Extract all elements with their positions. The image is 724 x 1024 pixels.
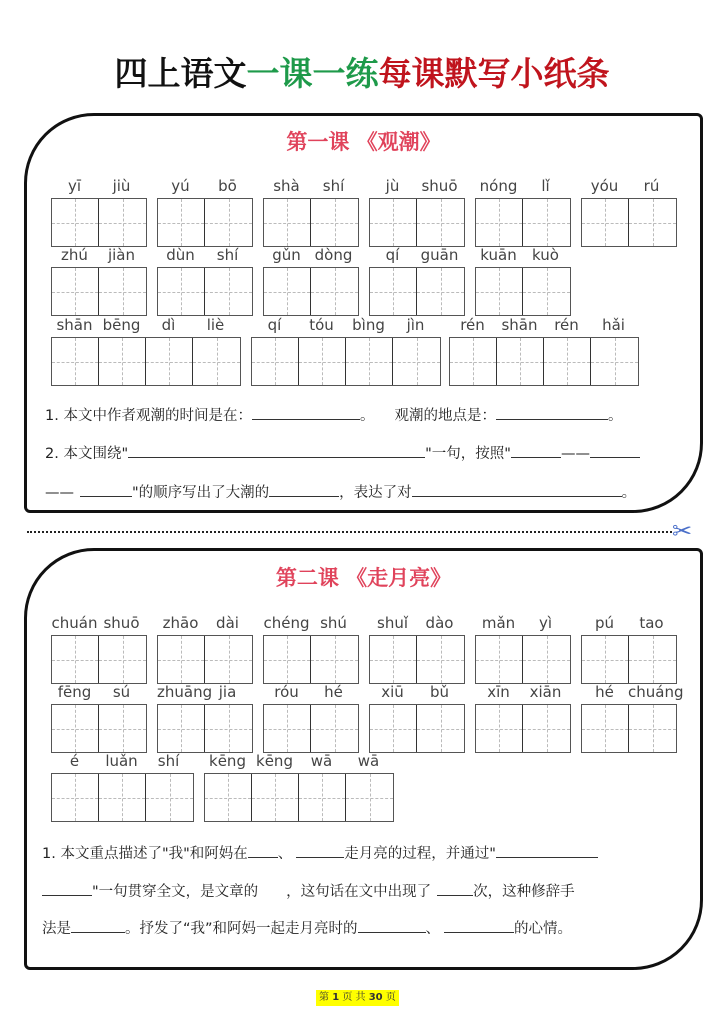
pinyin: yóu <box>590 177 619 195</box>
pinyin: shí <box>216 246 239 264</box>
pinyin: shān <box>56 316 93 334</box>
writing-grid[interactable] <box>51 704 147 753</box>
pinyin: zhú <box>61 246 88 264</box>
pinyin: dì <box>161 316 176 334</box>
pinyin: wā <box>357 752 380 770</box>
page-title <box>0 52 724 96</box>
pinyin: shí <box>157 752 180 770</box>
scissors-icon: ✂ <box>672 517 693 545</box>
writing-grid[interactable] <box>263 267 359 316</box>
writing-grid[interactable] <box>475 267 571 316</box>
writing-grid[interactable] <box>51 635 147 684</box>
writing-grid[interactable] <box>369 198 465 247</box>
pinyin: nóng <box>479 177 518 195</box>
pinyin: shuō <box>421 177 458 195</box>
writing-grid[interactable] <box>157 635 253 684</box>
pinyin: shuǐ <box>377 614 408 632</box>
pinyin: hǎi <box>602 316 625 334</box>
title-part-dictation: 每课默写小纸条 <box>378 54 610 93</box>
pinyin: kuò <box>532 246 559 264</box>
answer-blank[interactable] <box>128 444 425 458</box>
pinyin: chuán <box>51 614 98 632</box>
pinyin: rén <box>460 316 485 334</box>
pinyin: liè <box>206 316 225 334</box>
lesson-card-2 <box>24 548 703 970</box>
answer-blank[interactable] <box>269 483 339 497</box>
pinyin: chéng <box>263 614 310 632</box>
writing-grid[interactable] <box>475 704 571 753</box>
pinyin: hé <box>324 683 343 701</box>
question-2-line-2: —— "的顺序写出了大潮的 ，表达了对 。 <box>45 485 637 501</box>
answer-blank[interactable] <box>496 406 608 420</box>
pinyin: qí <box>385 246 400 264</box>
pinyin: luǎn <box>105 752 138 770</box>
writing-grid[interactable] <box>51 773 194 822</box>
pinyin: shān <box>501 316 538 334</box>
question-1-line-2: "一句贯穿全文，是文章的 ，这句话在文中出现了 次，这种修辞手 <box>42 882 575 902</box>
pinyin: yī <box>67 177 82 195</box>
pinyin: fēng <box>57 683 92 701</box>
pinyin: yì <box>538 614 553 632</box>
pinyin: pú <box>594 614 615 632</box>
pinyin: jiù <box>112 177 131 195</box>
pinyin: bēng <box>102 316 141 334</box>
pinyin: bō <box>218 177 237 195</box>
pinyin: jìn <box>406 316 425 334</box>
pinyin: zhuāng <box>157 683 213 701</box>
pinyin: rú <box>643 177 660 195</box>
pinyin: kuān <box>480 246 517 264</box>
question-1-line-3: 法是 。抒发了“我”和阿妈一起走月亮时的 、 的心情。 <box>42 921 573 937</box>
writing-grid[interactable] <box>449 337 639 386</box>
answer-blank[interactable] <box>42 882 92 896</box>
answer-blank[interactable] <box>444 919 514 933</box>
pinyin: róu <box>274 683 299 701</box>
answer-blank[interactable] <box>437 882 473 896</box>
total-pages: 30 <box>368 992 383 1003</box>
answer-blank[interactable] <box>511 444 561 458</box>
writing-grid[interactable] <box>475 198 571 247</box>
writing-grid[interactable] <box>369 267 465 316</box>
pinyin: shà <box>273 177 300 195</box>
answer-blank[interactable] <box>296 844 344 858</box>
answer-blank[interactable] <box>248 844 278 858</box>
writing-grid[interactable] <box>581 198 677 247</box>
pinyin: sú <box>112 683 131 701</box>
pinyin: tóu <box>309 316 334 334</box>
pinyin: gǔn <box>272 246 301 264</box>
answer-blank[interactable] <box>358 919 426 933</box>
pinyin: xīn <box>487 683 510 701</box>
pinyin: wā <box>310 752 333 770</box>
title-part-practice: 一课一练 <box>246 54 379 93</box>
pinyin: kēng <box>256 752 293 770</box>
pinyin: dào <box>425 614 454 632</box>
writing-grid[interactable] <box>369 635 465 684</box>
pinyin: kēng <box>209 752 246 770</box>
pinyin: tao <box>639 614 664 632</box>
pinyin: shú <box>320 614 347 632</box>
cut-line <box>27 531 672 533</box>
answer-blank[interactable] <box>71 919 125 933</box>
pinyin: shí <box>322 177 345 195</box>
pinyin: rén <box>554 316 579 334</box>
answer-blank[interactable] <box>412 483 622 497</box>
pinyin: xiū <box>381 683 404 701</box>
writing-grid[interactable] <box>204 773 394 822</box>
lesson-card-1 <box>24 113 703 513</box>
lesson-title: 第一课 《观潮》 <box>286 130 441 154</box>
pinyin: jiàn <box>107 246 136 264</box>
pinyin: lǐ <box>541 177 550 195</box>
lesson-title: 第二课 《走月亮》 <box>275 566 452 590</box>
writing-grid[interactable] <box>475 635 571 684</box>
writing-grid[interactable] <box>157 704 253 753</box>
pinyin: hé <box>595 683 614 701</box>
answer-blank[interactable] <box>590 444 640 458</box>
question-1-line-1: 1. 本文重点描述了"我"和阿妈在 、 走月亮的过程，并通过" <box>42 844 598 864</box>
answer-blank[interactable] <box>252 406 360 420</box>
pinyin: mǎn <box>481 614 516 632</box>
writing-grid[interactable] <box>251 337 441 386</box>
writing-grid[interactable] <box>369 704 465 753</box>
current-page: 1 <box>332 992 340 1003</box>
pinyin: dùn <box>166 246 195 264</box>
writing-grid[interactable] <box>263 704 359 753</box>
writing-grid[interactable] <box>51 267 147 316</box>
writing-grid[interactable] <box>51 198 147 247</box>
page-indicator: 第 1 页 共 30 页 <box>316 990 399 1006</box>
question-1: 1. 本文中作者观潮的时间是在： 。 观潮的地点是： 。 <box>45 408 623 424</box>
writing-grid[interactable] <box>51 337 241 386</box>
pinyin: zhāo <box>162 614 199 632</box>
pinyin: bǔ <box>429 683 450 701</box>
pinyin: chuáng <box>628 683 684 701</box>
pinyin: dài <box>216 614 239 632</box>
pinyin: jia <box>218 683 237 701</box>
question-2-line-1: 2. 本文围绕" "一句，按照" —— <box>45 444 640 464</box>
pinyin: yú <box>171 177 190 195</box>
writing-grid[interactable] <box>581 635 677 684</box>
pinyin: jù <box>385 177 400 195</box>
pinyin: shuō <box>103 614 140 632</box>
answer-blank[interactable] <box>80 483 132 497</box>
pinyin: guān <box>420 246 459 264</box>
pinyin: bìng <box>352 316 385 334</box>
pinyin: qí <box>267 316 282 334</box>
title-part-grade: 四上语文 <box>114 54 247 93</box>
answer-blank[interactable] <box>496 844 598 858</box>
writing-grid[interactable] <box>157 267 253 316</box>
writing-grid[interactable] <box>263 635 359 684</box>
writing-grid[interactable] <box>581 704 677 753</box>
pinyin: xiān <box>529 683 562 701</box>
pinyin: é <box>69 752 80 770</box>
writing-grid[interactable] <box>157 198 253 247</box>
pinyin: dòng <box>314 246 353 264</box>
writing-grid[interactable] <box>263 198 359 247</box>
